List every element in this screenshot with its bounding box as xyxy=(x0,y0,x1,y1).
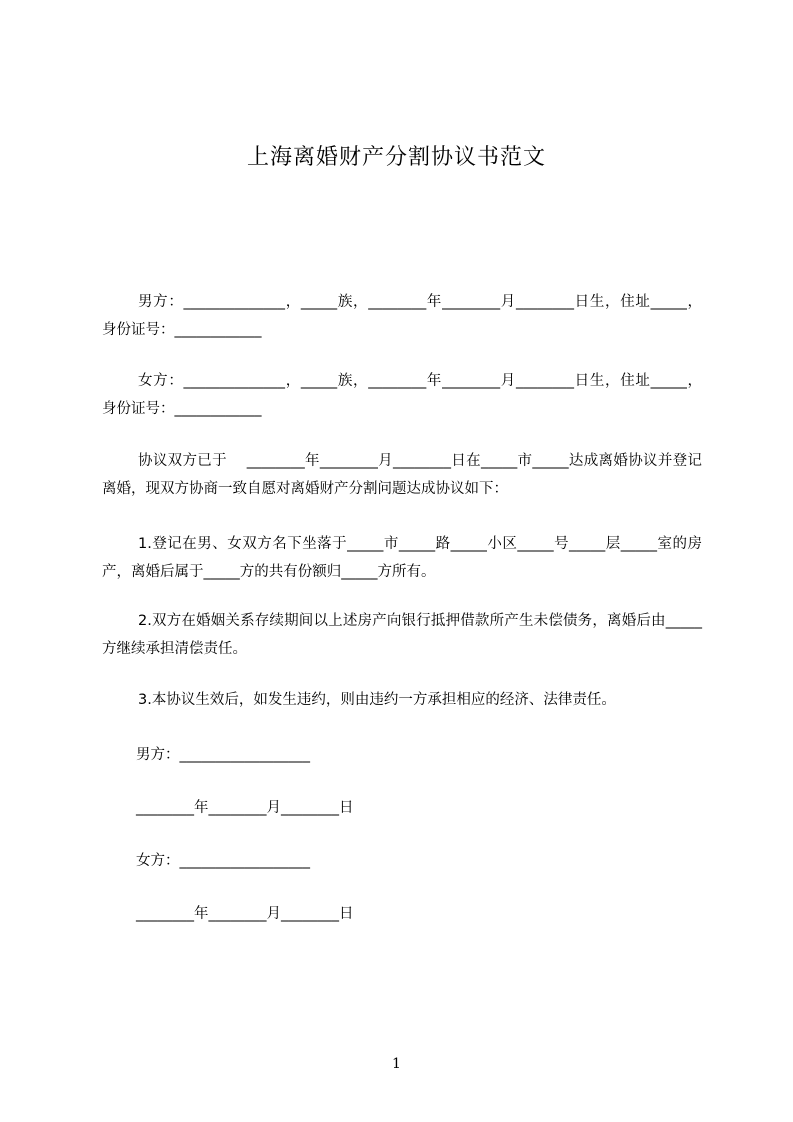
clause-2-paragraph: 2.双方在婚姻关系存续期间以上述房产向银行抵押借款所产生未偿债务，离婚后由_____方继续承担清偿责任。 xyxy=(102,613,702,657)
page-number: 1 xyxy=(392,1056,401,1072)
male-date-line: ________年________月________日 xyxy=(136,800,354,816)
female-party-paragraph: 女方：______________，_____族，________年________月________日生，住址_____，身份证号：____________ xyxy=(102,373,702,417)
clause-1-paragraph: 1.登记在男、女双方名下坐落于_____市_____路_____小区_____号_____层_____室的房产，离婚后属于_____方的共有份额归_____方所有。 xyxy=(102,536,702,580)
male-signature-line: 男方：__________________ xyxy=(136,747,310,763)
clause-3-paragraph: 3.本协议生效后，如发生违约，则由违约一方承担相应的经济、法律责任。 xyxy=(138,692,616,708)
female-signature-line: 女方：__________________ xyxy=(136,853,310,869)
female-date-line: ________年________月________日 xyxy=(136,906,354,922)
document-title: 上海离婚财产分割协议书范文 xyxy=(246,145,546,170)
agreement-intro-paragraph: 协议双方已于 ________年________月________日在_____市_____达成离婚协议并登记离婚，现双方协商一致自愿对离婚财产分割问题达成协议如下： xyxy=(102,453,702,497)
male-party-paragraph: 男方：______________，_____族，________年________月________日生，住址_____，身份证号：____________ xyxy=(102,294,702,338)
